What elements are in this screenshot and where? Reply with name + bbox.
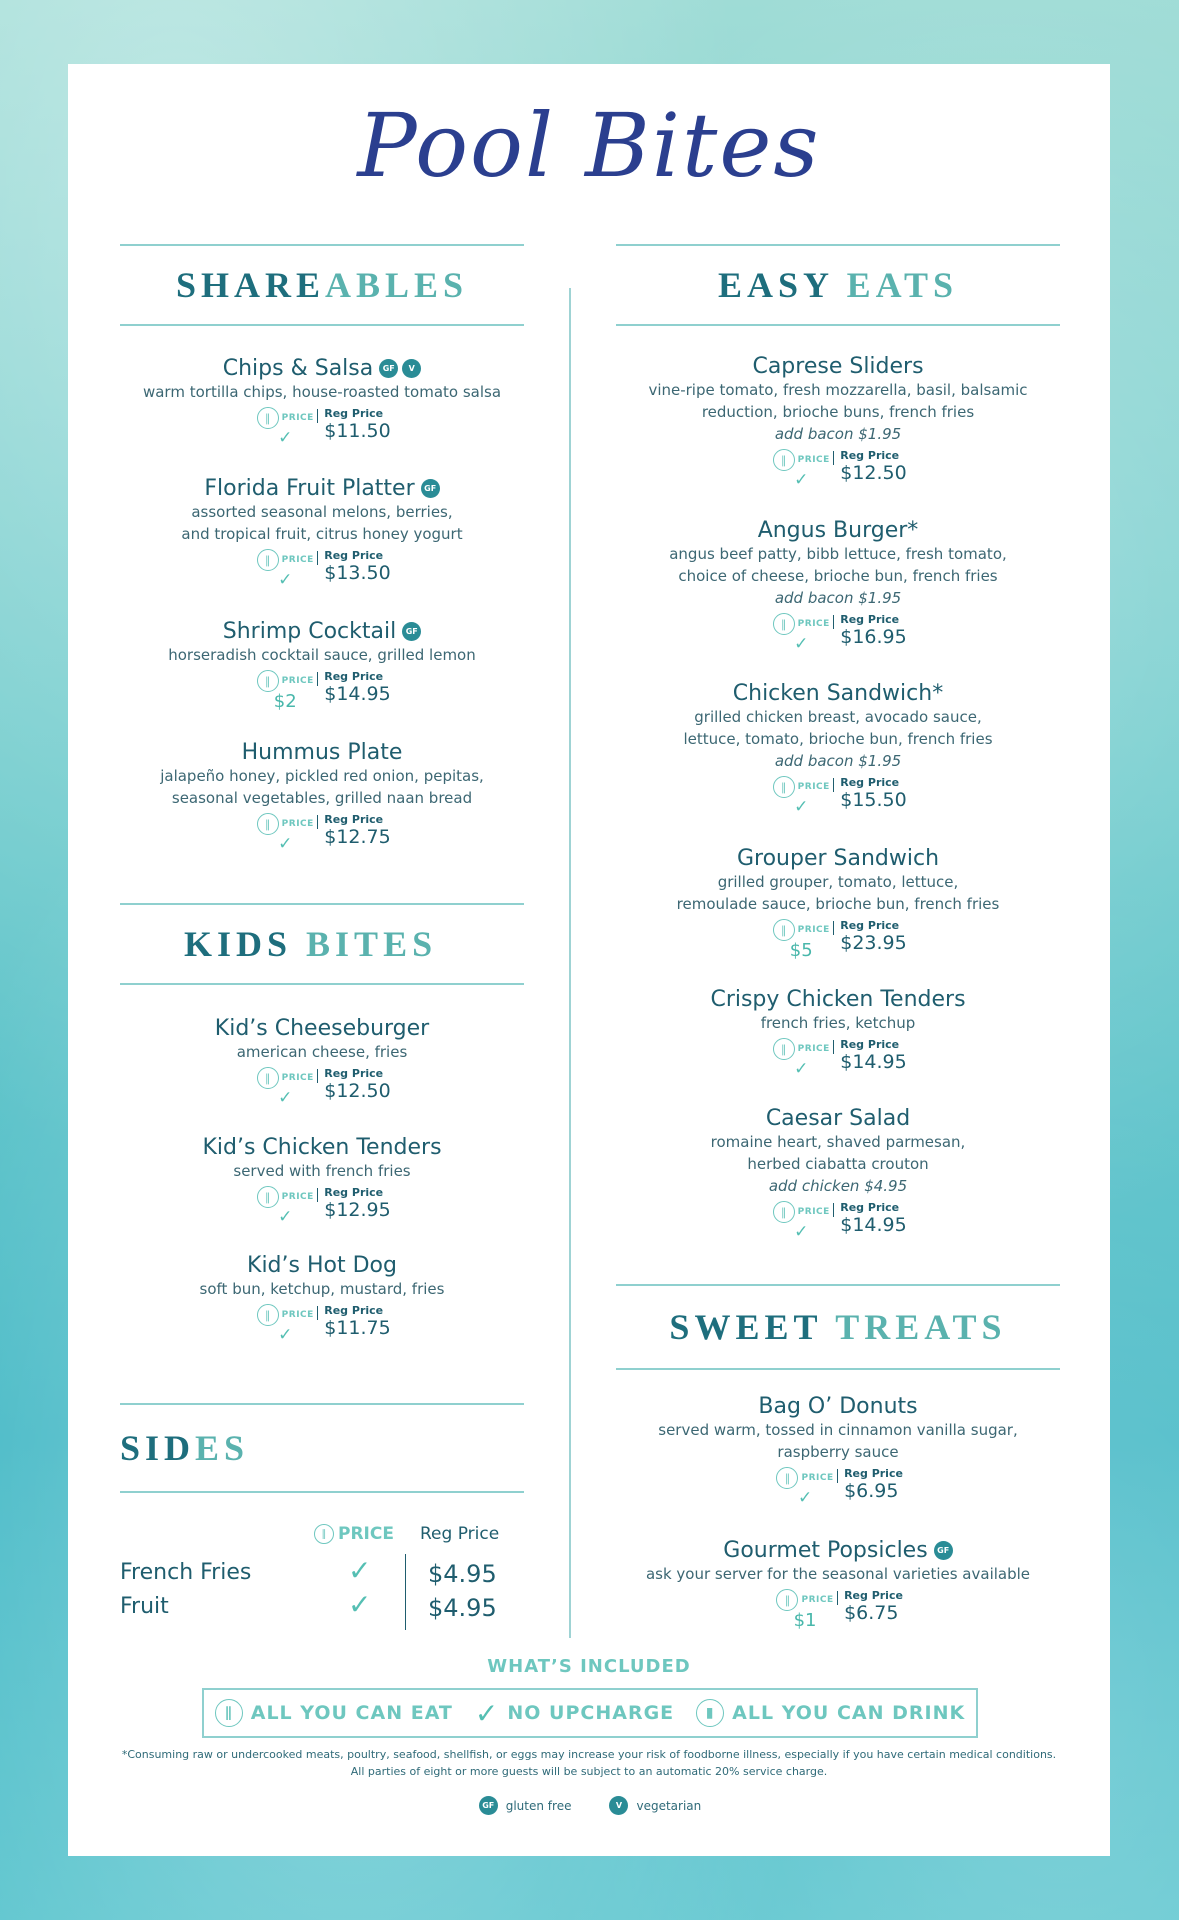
price-separator (833, 921, 834, 935)
included-price (769, 1038, 833, 1078)
divider (616, 1368, 1060, 1370)
included-drink (696, 1699, 965, 1727)
item-name-text: Bag O’ Donuts (758, 1394, 918, 1419)
addon-text: add bacon $1.95 (774, 589, 902, 607)
price-separator (317, 551, 318, 565)
item-name-text: Shrimp Cocktail (222, 619, 397, 644)
side-item-price: $4.95 (428, 1560, 497, 1588)
check-icon: ✓ (794, 1059, 809, 1079)
item-name (223, 619, 421, 644)
item-name-text: Kid’s Chicken Tenders (202, 1135, 442, 1160)
addon-text: add bacon $1.95 (774, 752, 902, 770)
gluten-free-badge: GF (479, 1796, 498, 1815)
price-label: PRICE (801, 1595, 834, 1605)
section-title (616, 1286, 1060, 1368)
check-icon: ✓ (794, 797, 809, 817)
gluten-free-badge: GF (934, 1541, 953, 1560)
price-block (253, 1186, 390, 1226)
price-block (253, 549, 390, 589)
item-name-text: Grouper Sandwich (736, 846, 940, 871)
reg-price-label: Reg Price (324, 549, 384, 562)
included-price (769, 776, 833, 816)
menu-item (616, 1394, 1060, 1507)
check-icon: ✓ (474, 1696, 500, 1730)
reg-price-value: $6.75 (844, 1602, 899, 1624)
utensils-icon: ∥ (257, 1304, 279, 1326)
item-description: seasonal vegetables, grilled naan bread (171, 789, 473, 807)
reg-price-value: $11.50 (324, 420, 391, 442)
item-name-text: Kid’s Hot Dog (247, 1253, 397, 1278)
item-name (752, 354, 923, 379)
price-label: PRICE (338, 1524, 394, 1544)
menu-item (120, 476, 524, 589)
utensils-icon: ∥ (257, 670, 279, 692)
menu-item (120, 1016, 524, 1107)
price-label: PRICE (281, 676, 314, 686)
included-price (253, 549, 317, 589)
check-icon: ✓ (278, 834, 293, 854)
item-description: raspberry sauce (777, 1443, 899, 1461)
reg-price-label: Reg Price (840, 449, 900, 462)
divider (120, 1491, 524, 1493)
section-title-b: ES (195, 1428, 250, 1468)
check-icon: ✓ (348, 1588, 372, 1621)
price-block (773, 1589, 903, 1631)
price-label: PRICE (797, 782, 830, 792)
item-description: and tropical fruit, citrus honey yogurt (181, 525, 463, 543)
section-title (120, 246, 524, 324)
included-price (253, 1186, 317, 1226)
included-box (202, 1688, 978, 1738)
menu-card (68, 64, 1110, 1856)
section-title-b: EATS (846, 265, 959, 305)
item-name (737, 846, 939, 871)
item-name (733, 681, 943, 706)
item-name-text: Florida Fruit Platter (204, 476, 415, 501)
utensils-icon: ∥ (773, 1201, 795, 1223)
included-price (253, 407, 317, 447)
check-icon: ✓ (278, 1207, 293, 1227)
utensils-icon: ∥ (257, 1186, 279, 1208)
included-no-upcharge (475, 1697, 674, 1730)
item-description: grilled chicken breast, avocado sauce, (694, 708, 982, 726)
reg-price-value: $15.50 (840, 789, 907, 811)
included-price (769, 613, 833, 653)
reg-price-value: $12.50 (840, 462, 907, 484)
reg-price-value: $12.75 (324, 826, 391, 848)
utensils-icon: ∥ (257, 549, 279, 571)
reg-price-label: Reg Price (324, 1186, 384, 1199)
reg-price-value: $23.95 (840, 932, 907, 954)
section-title-b: ABLES (324, 265, 469, 305)
item-description: warm tortilla chips, house-roasted tomato salsa (142, 383, 502, 401)
included-eat (215, 1699, 453, 1727)
utensils-icon: ∥ (215, 1699, 243, 1727)
gluten-free-badge: GF (379, 359, 398, 378)
price-label: PRICE (797, 925, 830, 935)
included-label: ALL YOU CAN EAT (250, 1702, 453, 1724)
price-block (769, 1038, 906, 1078)
reg-price-label: Reg Price (324, 670, 384, 683)
item-name (242, 740, 403, 765)
price-block (253, 813, 390, 853)
item-name (710, 987, 965, 1012)
price-separator (317, 1069, 318, 1083)
section-title-a: KIDS (184, 924, 307, 964)
price-label: PRICE (281, 1192, 314, 1202)
menu-item (120, 1135, 524, 1226)
price-label: PRICE (801, 1473, 834, 1483)
item-description: remoulade sauce, brioche bun, french fries (676, 895, 1000, 913)
reg-price-label: Reg Price (840, 613, 900, 626)
legend-label: gluten free (505, 1798, 572, 1813)
reg-price-label: Reg Price (324, 1304, 384, 1317)
legend-gf (477, 1796, 572, 1815)
item-description: romaine heart, shaved parmesan, (710, 1133, 966, 1151)
sides-table (120, 1524, 530, 1634)
menu-item (616, 1106, 1060, 1241)
section-easy-eats (616, 244, 1060, 326)
check-icon: ✓ (794, 634, 809, 654)
price-block (773, 1467, 903, 1507)
item-name-text: Caprese Sliders (752, 354, 924, 379)
menu-item (120, 740, 524, 853)
section-title-b: BITES (306, 924, 438, 964)
price-label: PRICE (797, 1044, 830, 1054)
gluten-free-badge: GF (421, 479, 440, 498)
reg-price-label: Reg Price (840, 1038, 900, 1051)
included-price (769, 449, 833, 489)
reg-price-value: $12.50 (324, 1080, 391, 1102)
utensils-icon: ∥ (257, 813, 279, 835)
reg-price-value: $16.95 (840, 626, 907, 648)
item-name (758, 518, 919, 543)
section-title-b: TREATS (835, 1307, 1007, 1347)
reg-price-label: Reg Price (840, 1201, 900, 1214)
price-label: PRICE (281, 555, 314, 565)
menu-item (616, 987, 1060, 1078)
price-separator (833, 778, 834, 792)
reg-price-label: Reg Price (840, 919, 900, 932)
price-label: PRICE (797, 455, 830, 465)
utensils-icon: ∥ (773, 449, 795, 471)
included-price (773, 1467, 837, 1507)
reg-price-label: Reg Price (840, 776, 900, 789)
price-label: PRICE (281, 819, 314, 829)
price-label: PRICE (281, 413, 314, 423)
gluten-free-badge: GF (402, 622, 421, 641)
item-name (215, 1016, 429, 1041)
included-upcharge: $5 (789, 940, 813, 961)
side-item-name: French Fries (120, 1560, 252, 1585)
section-title (120, 905, 524, 983)
addon-text: add chicken $4.95 (768, 1177, 908, 1195)
included-upcharge: $2 (273, 691, 297, 712)
divider (120, 324, 524, 326)
price-label: PRICE (797, 1207, 830, 1217)
item-name-text: Chips & Salsa (222, 356, 374, 381)
reg-price-label: Reg Price (324, 407, 384, 420)
price-block (769, 449, 906, 489)
vegetarian-badge: V (609, 1796, 628, 1815)
price-block (769, 613, 906, 653)
item-description: angus beef patty, bibb lettuce, fresh tomato, (669, 545, 1007, 563)
item-description: jalapeño honey, pickled red onion, pepitas, (160, 767, 484, 785)
price-label: PRICE (281, 1310, 314, 1320)
item-description: choice of cheese, brioche bun, french fries (678, 567, 998, 585)
check-icon: ✓ (794, 470, 809, 490)
item-name-text: Crispy Chicken Tenders (710, 987, 966, 1012)
item-name (723, 1538, 952, 1563)
legend-label: vegetarian (636, 1798, 702, 1813)
addon-text: add bacon $1.95 (774, 425, 902, 443)
utensils-icon: ∥ (776, 1467, 798, 1489)
item-addon (616, 587, 1060, 609)
divider (616, 324, 1060, 326)
item-name-text: Chicken Sandwich* (732, 681, 944, 706)
reg-price-value: $11.75 (324, 1317, 391, 1339)
menu-item (616, 354, 1060, 489)
reg-price-value: $12.95 (324, 1199, 391, 1221)
utensils-icon: ∥ (257, 1067, 279, 1089)
reg-price-label: Reg Price (844, 1467, 903, 1480)
section-title-a: EASY (717, 265, 847, 305)
reg-price-label: Reg Price (844, 1589, 903, 1602)
sides-price-head (314, 1524, 394, 1544)
section-title-a: SID (120, 1428, 196, 1468)
price-separator (837, 1469, 838, 1483)
check-icon: ✓ (278, 570, 293, 590)
price-separator (837, 1591, 838, 1605)
reg-price-value: $14.95 (840, 1051, 907, 1073)
footnote-line: *Consuming raw or undercooked meats, poultry, seafood, shellfish, or eggs may increase your risk of foodborne illness, especially if you have certain medical conditions. (121, 1748, 1057, 1761)
utensils-icon: ∥ (773, 613, 795, 635)
reg-price-label: Reg Price (420, 1524, 500, 1544)
section-title-a: SHARE (175, 265, 325, 305)
item-description: horseradish cocktail sauce, grilled lemon (168, 646, 476, 664)
price-block (769, 776, 906, 816)
price-block (253, 407, 390, 447)
menu-item (120, 1253, 524, 1344)
drink-icon: ∥ (314, 1524, 334, 1544)
divider (120, 983, 524, 985)
item-description: reduction, brioche buns, french fries (701, 403, 975, 421)
check-icon: ✓ (797, 1488, 813, 1508)
item-description: ask your server for the seasonal varieties available (645, 1565, 1031, 1583)
footnote (68, 1746, 1110, 1780)
included-price (253, 813, 317, 853)
section-title-a: SWEET (669, 1307, 836, 1347)
menu-item (120, 356, 524, 447)
price-block (253, 1067, 390, 1107)
utensils-icon: ∥ (773, 776, 795, 798)
menu-item (616, 846, 1060, 961)
section-title (616, 246, 1060, 324)
item-addon (616, 423, 1060, 445)
vegetarian-badge: V (402, 359, 421, 378)
menu-item (616, 518, 1060, 653)
item-description: served warm, tossed in cinnamon vanilla sugar, (658, 1421, 1018, 1439)
bottle-icon: ▮ (696, 1699, 724, 1727)
check-icon: ✓ (278, 428, 293, 448)
side-item-price: $4.95 (428, 1594, 497, 1622)
section-sides (120, 1403, 524, 1493)
legend-v (607, 1796, 701, 1815)
utensils-icon: ∥ (776, 1589, 798, 1611)
included-label: NO UPCHARGE (507, 1702, 675, 1724)
utensils-icon: ∥ (773, 1038, 795, 1060)
check-icon: ✓ (794, 1222, 809, 1242)
item-description: assorted seasonal melons, berries, (191, 503, 453, 521)
price-label: PRICE (797, 619, 830, 629)
item-name (223, 356, 422, 381)
menu-item (616, 1538, 1060, 1631)
item-description: vine-ripe tomato, fresh mozzarella, basil, balsamic (648, 381, 1028, 399)
item-description: lettuce, tomato, brioche bun, french fries (683, 730, 993, 748)
section-title (120, 1405, 524, 1491)
price-separator (833, 615, 834, 629)
reg-price-value: $13.50 (324, 562, 391, 584)
utensils-icon: ∥ (257, 407, 279, 429)
item-description: american cheese, fries (236, 1043, 408, 1061)
price-separator (317, 815, 318, 829)
reg-price-label: Reg Price (324, 813, 384, 826)
menu-item (120, 619, 524, 712)
item-description: served with french fries (233, 1162, 411, 1180)
item-addon (616, 1175, 1060, 1197)
column-divider (569, 288, 571, 1638)
item-description: herbed ciabatta crouton (747, 1155, 929, 1173)
check-icon: ✓ (278, 1325, 293, 1345)
section-kids-bites (120, 903, 524, 985)
price-separator (317, 409, 318, 423)
price-block (253, 1304, 390, 1344)
item-name-text: Hummus Plate (241, 740, 403, 765)
item-name-text: Angus Burger* (757, 518, 919, 543)
reg-price-value: $14.95 (840, 1214, 907, 1236)
side-item-name: Fruit (120, 1594, 169, 1619)
price-block (769, 1201, 906, 1241)
item-name (204, 476, 439, 501)
item-name-text: Gourmet Popsicles (723, 1538, 928, 1563)
included-price (769, 1201, 833, 1241)
price-block (253, 670, 390, 712)
item-name (758, 1394, 917, 1419)
price-separator (317, 672, 318, 686)
included-price (769, 919, 833, 961)
check-icon: ✓ (278, 1088, 293, 1108)
price-separator (317, 1306, 318, 1320)
price-block (769, 919, 906, 961)
item-name (247, 1253, 397, 1278)
included-label: ALL YOU CAN DRINK (732, 1702, 966, 1724)
footnote-line: All parties of eight or more guests will be subject to an automatic 20% service charge. (350, 1765, 828, 1778)
item-name (202, 1135, 441, 1160)
section-sweet-treats (616, 1284, 1060, 1370)
price-separator (317, 1188, 318, 1202)
menu-item (616, 681, 1060, 816)
included-price (253, 670, 317, 712)
item-name-text: Caesar Salad (765, 1106, 911, 1131)
price-separator (405, 1554, 406, 1630)
price-separator (833, 451, 834, 465)
section-shareables (120, 244, 524, 326)
included-price (253, 1304, 317, 1344)
included-title: WHAT’S INCLUDED (487, 1656, 691, 1677)
reg-price-label: Reg Price (324, 1067, 384, 1080)
check-icon: ✓ (348, 1554, 372, 1587)
item-description: grilled grouper, tomato, lettuce, (717, 873, 959, 891)
price-separator (833, 1203, 834, 1217)
included-price (253, 1067, 317, 1107)
item-addon (616, 750, 1060, 772)
price-label: PRICE (281, 1073, 314, 1083)
reg-price-value: $14.95 (324, 683, 391, 705)
item-description: french fries, ketchup (760, 1014, 916, 1032)
item-name-text: Kid’s Cheeseburger (214, 1016, 430, 1041)
price-separator (833, 1040, 834, 1054)
included-price (773, 1589, 837, 1631)
reg-price-value: $6.95 (844, 1480, 899, 1502)
item-name (766, 1106, 910, 1131)
included-upcharge: $1 (793, 1610, 817, 1631)
utensils-icon: ∥ (773, 919, 795, 941)
page-title: Pool Bites (357, 94, 821, 197)
legend (68, 1796, 1110, 1815)
item-description: soft bun, ketchup, mustard, fries (199, 1280, 445, 1298)
